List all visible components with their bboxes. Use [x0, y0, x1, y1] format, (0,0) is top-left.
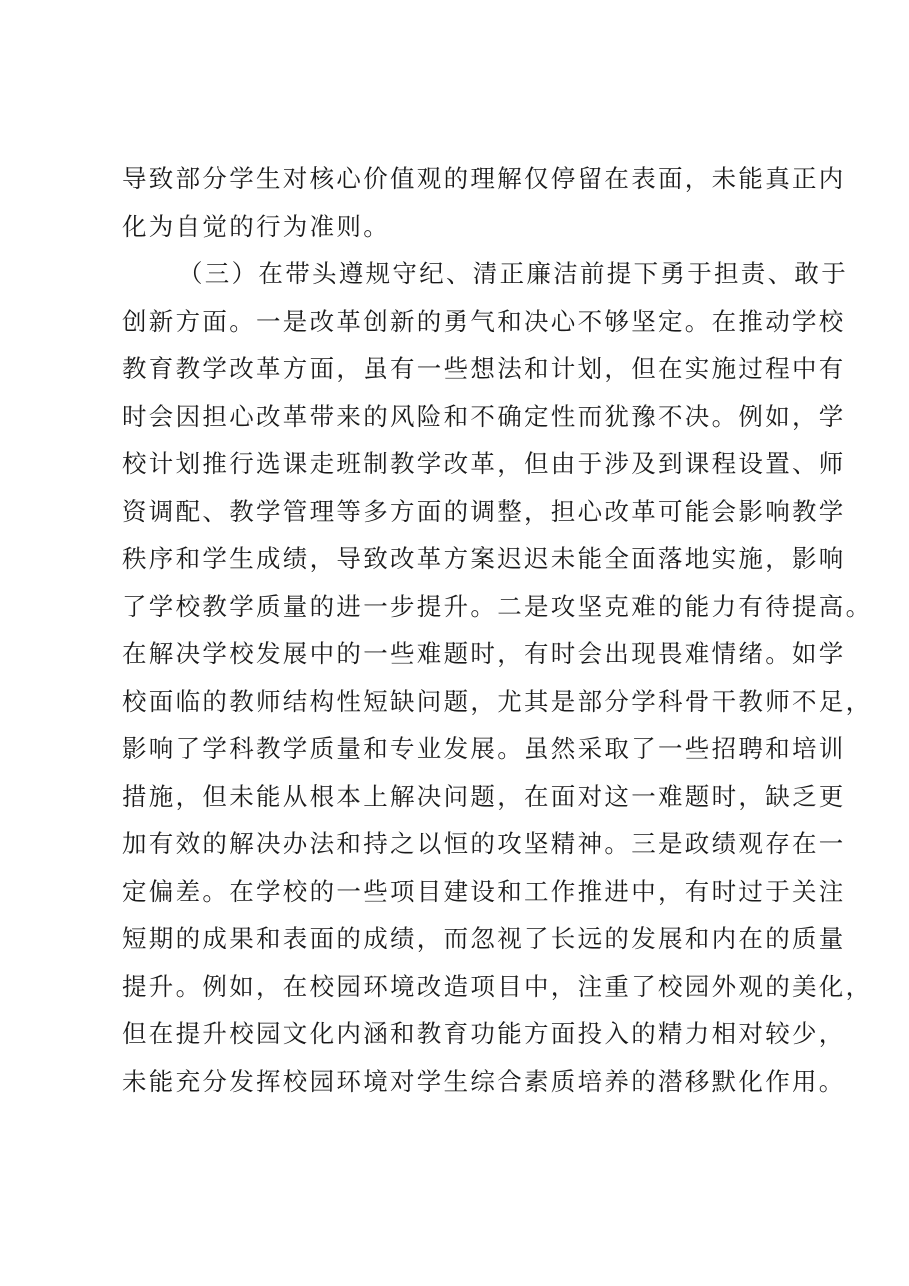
text-line: 但在提升校园文化内涵和教育功能方面投入的精力相对较少，	[122, 1019, 846, 1048]
text-line: 创新方面。一是改革创新的勇气和决心不够坚定。在推动学校	[122, 306, 846, 336]
text-line: 影响了学科教学质量和专业发展。虽然采取了一些招聘和培训	[122, 734, 846, 763]
section-heading-line: （三）在带头遵规守纪、清正廉洁前提下勇于担责、敢于	[178, 259, 848, 288]
text-line: 化为自觉的行为准则。	[122, 211, 390, 241]
document-body	[122, 155, 873, 1105]
text-line: 资调配、教学管理等多方面的调整，担心改革可能会影响教学	[122, 496, 846, 526]
text-line: 未能充分发挥校园环境对学生综合素质培养的潜移默化作用。	[122, 1066, 846, 1096]
text-line: 教育教学改革方面，虽有一些想法和计划，但在实施过程中有	[122, 354, 846, 383]
text-line: 提升。例如，在校园环境改造项目中，注重了校园外观的美化，	[122, 971, 873, 1001]
text-line: 加有效的解决办法和持之以恒的攻坚精神。三是政绩观存在一	[122, 829, 846, 858]
text-line: 校面临的教师结构性短缺问题，尤其是部分学科骨干教师不足，	[122, 686, 873, 716]
text-line: 措施，但未能从根本上解决问题，在面对这一难题时，缺乏更	[122, 781, 846, 811]
text-line: 定偏差。在学校的一些项目建设和工作推进中，有时过于关注	[122, 876, 846, 906]
text-line: 在解决学校发展中的一些难题时，有时会出现畏难情绪。如学	[122, 639, 846, 668]
text-line: 导致部分学生对核心价值观的理解仅停留在表面，未能真正内	[122, 164, 846, 193]
text-line: 校计划推行选课走班制教学改革，但由于涉及到课程设置、师	[122, 449, 846, 478]
text-line: 秩序和学生成绩，导致改革方案迟迟未能全面落地实施，影响	[122, 544, 846, 573]
text-line: 时会因担心改革带来的风险和不确定性而犹豫不决。例如，学	[122, 401, 846, 431]
text-line: 了学校教学质量的进一步提升。二是攻坚克难的能力有待提高。	[122, 591, 873, 621]
text-line: 短期的成果和表面的成绩，而忽视了长远的发展和内在的质量	[122, 924, 846, 953]
